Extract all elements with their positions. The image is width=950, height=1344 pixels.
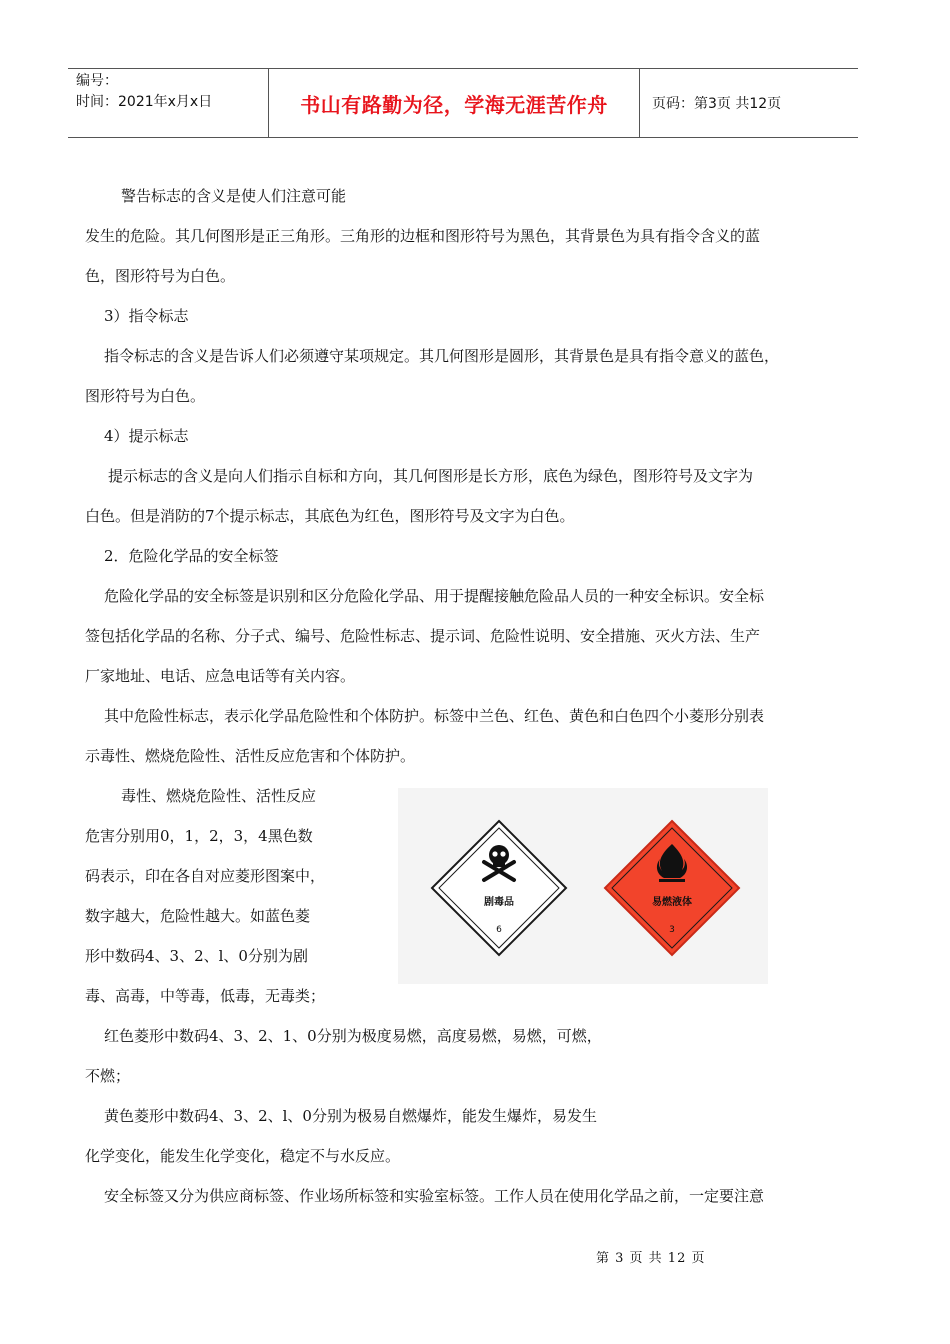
paragraph-line: 签包括化学品的名称、分子式、编号、危险性标志、提示词、危险性说明、安全措施、灭火方法、生产 (85, 627, 761, 645)
section-heading: 3）指令标志 (104, 307, 189, 325)
toxic-label-text: 剧毒品 (484, 897, 514, 908)
paragraph-line: 警告标志的含义是使人们注意可能 (121, 187, 347, 205)
header-meta (68, 69, 268, 137)
paragraph-line: 安全标签又分为供应商标签、作业场所标签和实验室标签。工作人员在使用化学品之前，一定要注意 (104, 1187, 765, 1205)
paragraph-line: 红色菱形中数码4、3、2、1、0分别为极度易燃，高度易燃，易燃，可燃， (104, 1027, 602, 1045)
paragraph-line: 指令标志的含义是告诉人们必须遵守某项规定。其几何图形是圆形，其背景色是具有指令意义的蓝色， (104, 347, 780, 365)
paragraph-line: 提示标志的含义是向人们指示自标和方向，其几何图形是长方形，底色为绿色，图形符号及文字为 (108, 467, 754, 485)
paragraph-line: 毒性、燃烧危险性、活性反应 (121, 787, 317, 805)
paragraph-line: 厂家地址、电话、应急电话等有关内容。 (85, 667, 356, 685)
hazard-labels-figure (398, 788, 768, 984)
paragraph-line: 黄色菱形中数码4、3、2、l、0分别为极易自燃爆炸，能发生爆炸，易发生 (104, 1107, 597, 1125)
paragraph-line: 危害分别用0，1，2，3，4黑色数 (85, 827, 313, 845)
paragraph-line: 色，图形符号为白色。 (85, 267, 236, 285)
paragraph-line: 化学变化，能发生化学变化，稳定不与水反应。 (85, 1147, 401, 1165)
paragraph-line: 示毒性、燃烧危险性、活性反应危害和个体防护。 (85, 747, 416, 765)
paragraph-line: 毒、高毒，中等毒，低毒，无毒类； (85, 987, 326, 1005)
header-page-label: 页码：第3页 共12页 (652, 96, 782, 112)
document-number-label: 编号： (76, 73, 118, 89)
paragraph-line: 发生的危险。其几何图形是正三角形。三角形的边框和图形符号为黑色，其背景色为具有指令含义的蓝 (85, 227, 761, 245)
flammable-label-text: 易燃液体 (652, 897, 692, 908)
paragraph-line: 形中数码4、3、2、l、0分别为剧 (85, 947, 308, 965)
paragraph-line: 码表示，印在各自对应菱形图案中， (85, 867, 326, 885)
header-motto: 书山有路勤为径，学海无涯苦作舟 (268, 69, 640, 137)
page-header (68, 68, 858, 138)
paragraph-line: 图形符号为白色。 (85, 387, 206, 405)
paragraph-line: 其中危险性标志，表示化学品危险性和个体防护。标签中兰色、红色、黄色和白色四个小菱形分别表 (104, 707, 765, 725)
toxic-class-number: 6 (496, 925, 502, 935)
paragraph-line: 白色。但是消防的7个提示标志，其底色为红色，图形符号及文字为白色。 (85, 507, 575, 525)
section-heading: 2．危险化学品的安全标签 (104, 547, 279, 565)
paragraph-line: 不燃； (85, 1067, 131, 1085)
paragraph-line: 危险化学品的安全标签是识别和区分危险化学品、用于提醒接触危险品人员的一种安全标识。安全标 (104, 587, 765, 605)
toxic-hazard-label (432, 821, 566, 955)
document-time-label: 时间：2021年x月x日 (76, 94, 213, 110)
flammable-class-number: 3 (669, 925, 675, 935)
paragraph-line: 数字越大，危险性越大。如蓝色菱 (85, 907, 311, 925)
flammable-hazard-label (605, 821, 739, 955)
section-heading: 4）提示标志 (104, 427, 189, 445)
hazard-diamonds-svg (398, 788, 768, 984)
page-footer: 第 3 页 共 12 页 (596, 1251, 706, 1266)
